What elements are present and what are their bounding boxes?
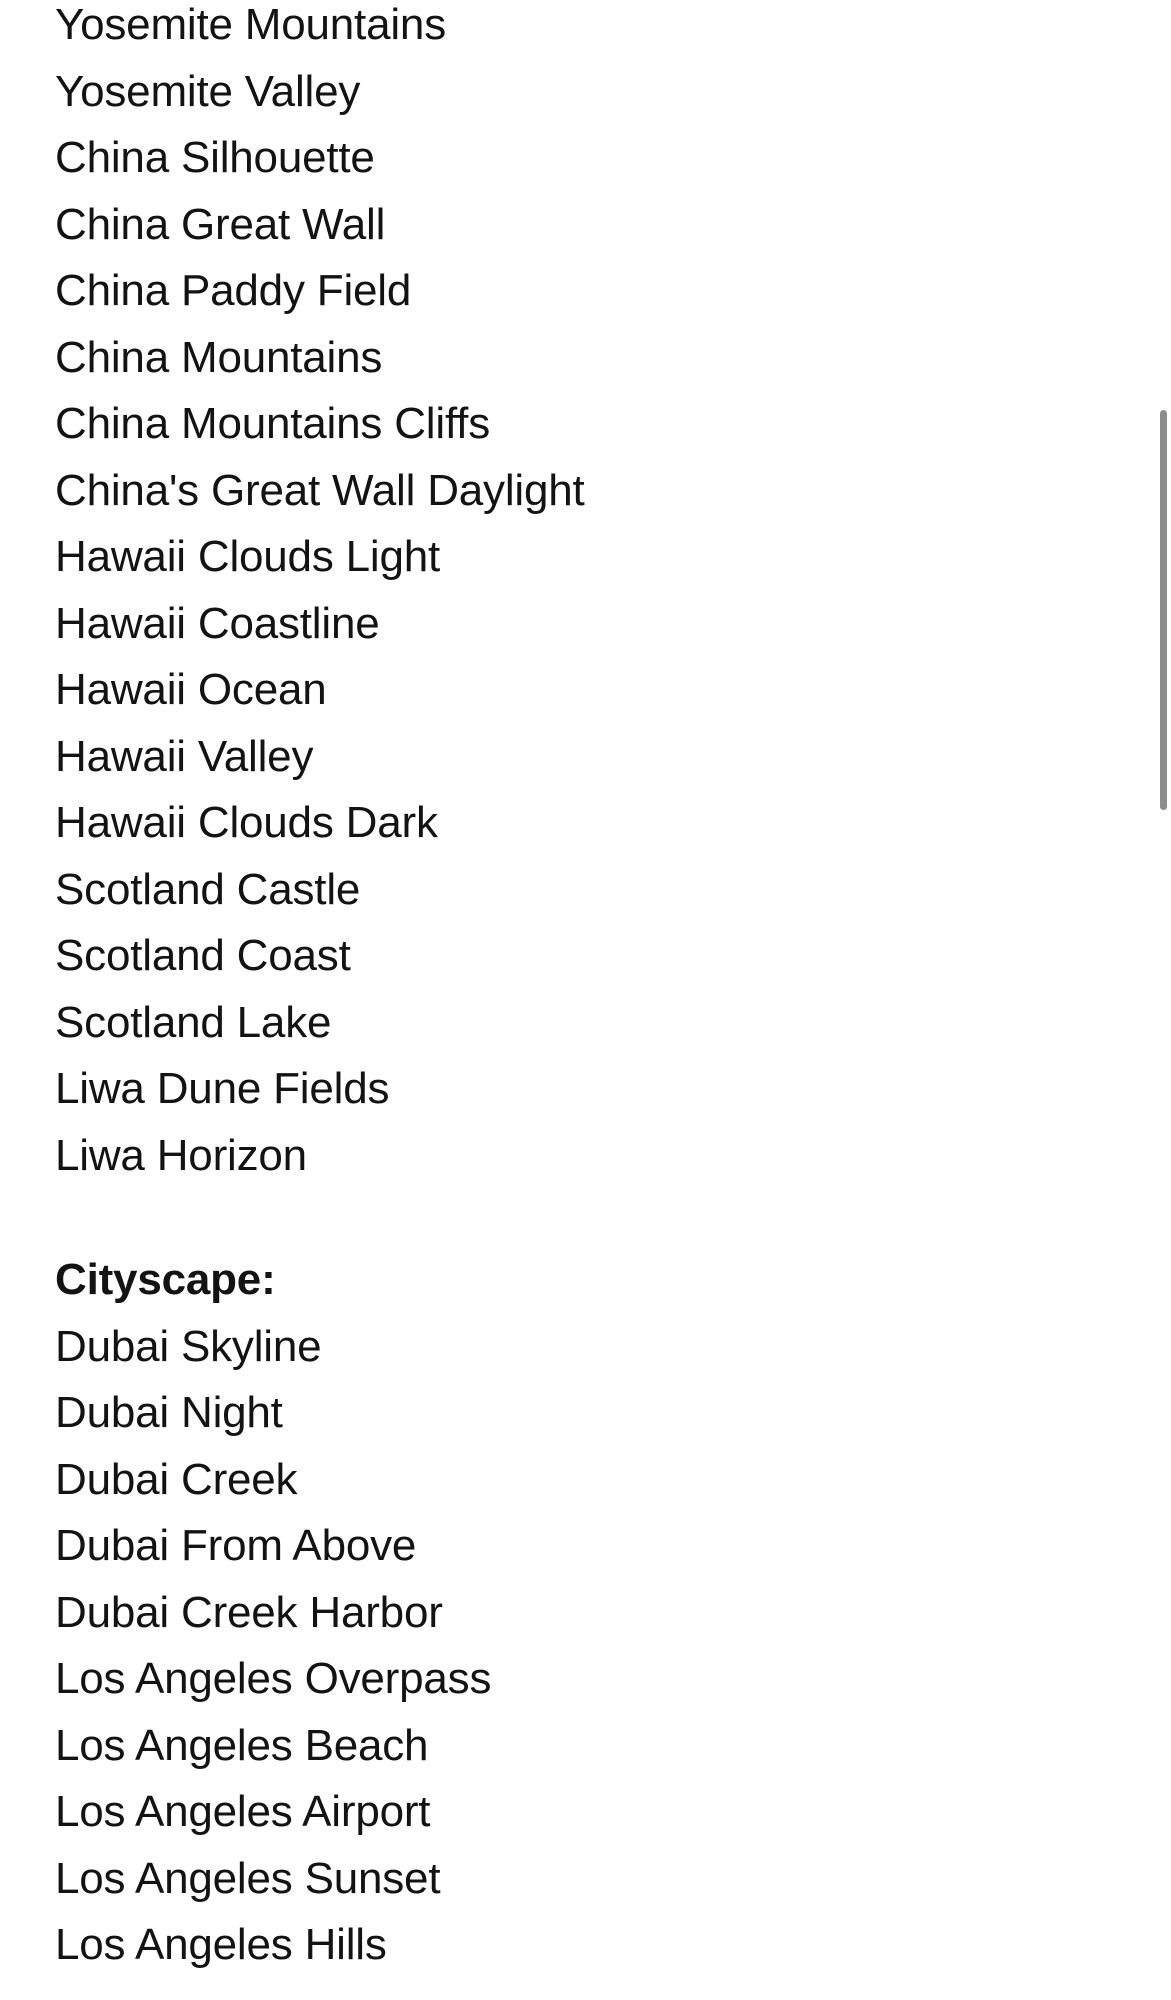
list-item: China Silhouette	[55, 133, 375, 182]
list-item: Hawaii Clouds Dark	[55, 798, 438, 847]
list-item: Scotland Castle	[55, 864, 361, 914]
list-item: Liwa Dune Fields	[55, 1064, 390, 1113]
list-item: Hawaii Coastline	[55, 598, 380, 648]
list-item: Scotland Lake	[55, 997, 332, 1047]
section-spacer	[55, 1189, 1130, 1247]
list-item: Dubai Creek Harbor	[55, 1587, 443, 1637]
list-item: Hawaii Valley	[55, 731, 314, 781]
list-item: Yosemite Mountains	[55, 0, 447, 49]
vertical-scrollbar[interactable]	[1157, 0, 1171, 2000]
list-item: Los Angeles Overpass	[55, 1654, 492, 1703]
list-item: Liwa Horizon	[55, 1130, 307, 1180]
list-item: China Mountains Cliffs	[55, 399, 490, 448]
list-item: Hawaii Ocean	[55, 665, 327, 714]
list-item: Dubai Creek	[55, 1454, 298, 1504]
list-item: Los Angeles Airport	[55, 1787, 431, 1836]
list-item: China Paddy Field	[55, 266, 412, 315]
list-item: China's Great Wall Daylight	[55, 465, 585, 515]
list-item: Los Angeles Beach	[55, 1720, 429, 1770]
section-heading-cityscape: Cityscape:	[55, 1255, 276, 1304]
list-item: Scotland Coast	[55, 931, 351, 980]
list-item: Dubai Skyline	[55, 1321, 322, 1371]
scrollbar-thumb[interactable]	[1160, 410, 1167, 810]
list-item: Dubai From Above	[55, 1521, 417, 1570]
list-item: China Mountains	[55, 332, 383, 382]
list-item: Dubai Night	[55, 1388, 283, 1437]
list-item: Hawaii Clouds Light	[55, 532, 441, 581]
list-item: Yosemite Valley	[55, 66, 361, 116]
list-item: China Great Wall	[55, 199, 386, 249]
list-item: Los Angeles Sunset	[55, 1853, 441, 1903]
list-item: Los Angeles Hills	[55, 1920, 387, 1969]
